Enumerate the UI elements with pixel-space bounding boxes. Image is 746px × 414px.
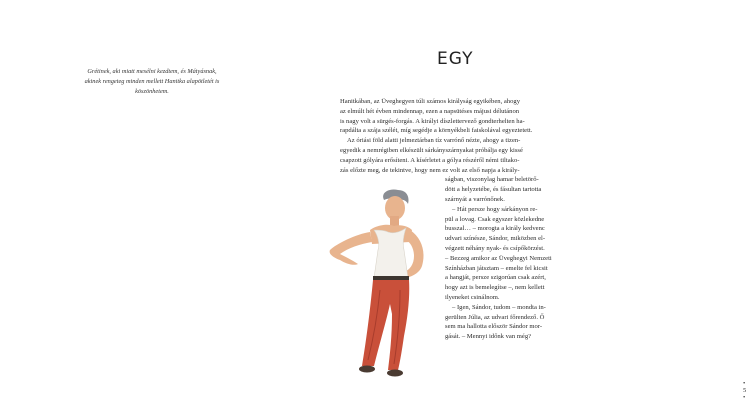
text-line: rapdálta a szája szélét, míg segédje a környékbeli faiskolával egyeztetett. [340, 127, 533, 135]
tank-top-shape [374, 228, 408, 281]
right-shoe-shape [387, 370, 403, 377]
text-line: zás előzte meg, de tekintve, hogy nem ez volt az első napja a király- [340, 166, 520, 174]
text-line: gását. – Mennyi időnk van még? [445, 333, 532, 341]
text-line: csapzott gólyára erősíteni. A kísérletet a gólya részéről némi tiltako- [340, 156, 520, 164]
left-shoe-shape [359, 366, 375, 373]
chapter-title: EGY [437, 49, 474, 69]
text-line: – Hát persze hogy sárkányon re- [452, 205, 538, 213]
text-line: szárnyát a varrónőnek. [445, 195, 505, 203]
text-line: pül a lovag. Csak egyszer közlekedne [445, 215, 545, 223]
dedication-line: Grétinek, aki miatt mesélni kezdtem, és Mátyásnak, [87, 68, 217, 75]
text-line: végzett néhány nyak- és csípőkörzést. [445, 244, 545, 252]
text-line: gerülten Júlia, az udvari főrendező. Ő [445, 313, 545, 321]
text-line: udvari színésze, Sándor, miközben el- [445, 235, 546, 243]
text-line: dött a helyzetébe, és fásultan tartotta [445, 186, 542, 194]
dedication-line: akinek rengeteg minden mellett Hanitka alapötletét is [84, 78, 220, 85]
text-line: sem ma hallotta először Sándor mor- [445, 323, 543, 331]
text-line: ságban, viszonylag hamar beletörő- [445, 176, 539, 184]
text-line: busszal… – morogta a király kedvenc [445, 225, 545, 233]
left-arm-shape [330, 232, 372, 265]
text-line: – Bezzeg amikor az Üveghegyi Nemzeti [445, 254, 552, 262]
text-line: – Igen, Sándor, tudom – mondta in- [452, 303, 546, 311]
dedication [52, 67, 252, 97]
text-line: a hangját, persze szigorúan csak azért, [445, 274, 546, 282]
text-line: hogy azt is bemelegítse –, nem kellett [445, 284, 545, 292]
text-line: is nagy volt a sürgés-forgás. A királyi díszlettervező gondterhelten ha- [340, 117, 525, 125]
text-line: az elmúlt hét évben mindennap, ezen a napsütéses májusi délutánon [340, 107, 520, 115]
text-line: ilyeneket csinálnom. [445, 293, 500, 301]
text-line: Hanitkában, az Üveghegyen túli számos királyság egyikében, ahogy [340, 98, 520, 105]
text-line: Színházban játsztam – emelte fel kicsit [445, 264, 548, 272]
dedication-line: köszönhetem. [135, 88, 169, 95]
text-line: egyedik a nemrégiben elkészült sárkányszárnyakat próbálja egy kissé [340, 146, 523, 154]
left-page [0, 0, 300, 414]
actor-illustration [318, 186, 430, 380]
page-number: • 5 • [743, 380, 746, 401]
text-line: Az óriási föld alatti jelmeztárban tíz varrónő nézte, ahogy a tizen- [347, 137, 521, 145]
